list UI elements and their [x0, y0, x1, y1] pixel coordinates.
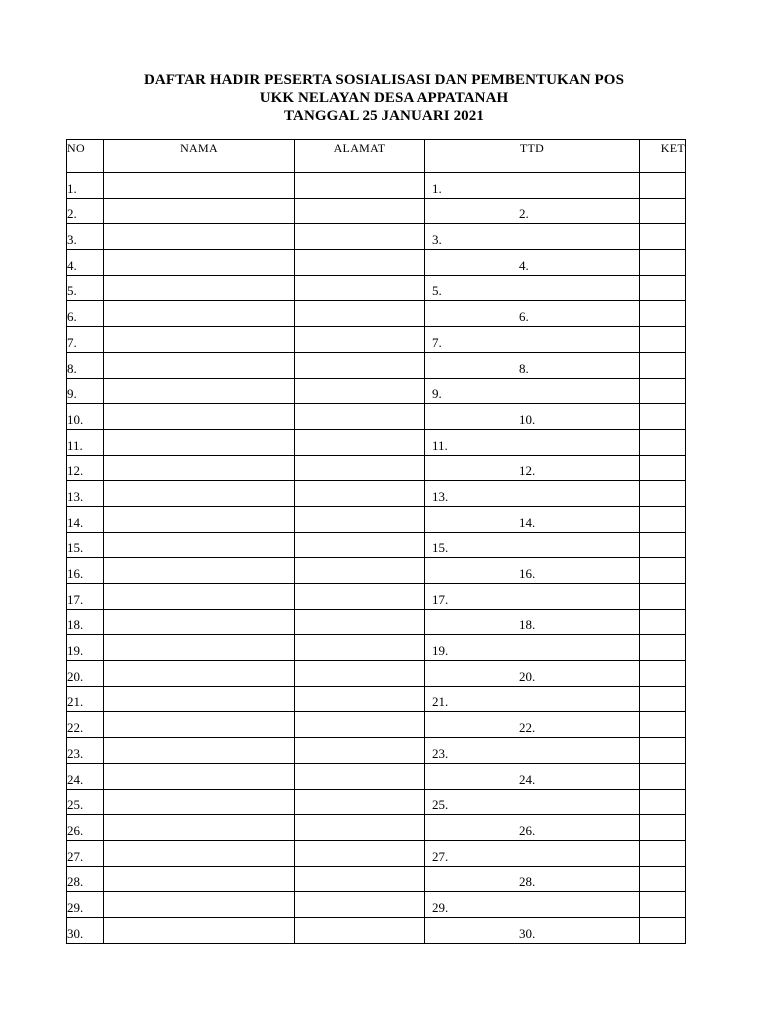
alamat-cell[interactable]	[295, 327, 425, 353]
row-number: 13.	[67, 481, 104, 507]
nama-cell[interactable]	[104, 789, 295, 815]
ttd-cell[interactable]	[425, 429, 640, 455]
table-row	[67, 558, 686, 584]
nama-cell[interactable]	[104, 429, 295, 455]
nama-cell[interactable]	[104, 866, 295, 892]
ket-cell[interactable]	[640, 532, 686, 558]
table-body	[67, 173, 686, 944]
ket-cell[interactable]	[640, 327, 686, 353]
ket-cell[interactable]	[640, 686, 686, 712]
nama-cell[interactable]	[104, 404, 295, 430]
signature-number: 14.	[519, 514, 536, 530]
alamat-cell[interactable]	[295, 815, 425, 841]
table-row	[67, 584, 686, 610]
header-ttd: TTD	[425, 140, 640, 173]
ket-cell[interactable]	[640, 378, 686, 404]
nama-cell[interactable]	[104, 815, 295, 841]
signature-number: 27.	[432, 848, 449, 864]
ket-cell[interactable]	[640, 789, 686, 815]
ket-cell[interactable]	[640, 404, 686, 430]
nama-cell[interactable]	[104, 506, 295, 532]
nama-cell[interactable]	[104, 198, 295, 224]
alamat-cell[interactable]	[295, 250, 425, 276]
table-row	[67, 609, 686, 635]
ttd-cell[interactable]	[425, 481, 640, 507]
ttd-cell[interactable]	[425, 763, 640, 789]
row-number: 16.	[67, 558, 104, 584]
signature-number: 11.	[432, 437, 448, 453]
ket-cell[interactable]	[640, 224, 686, 250]
alamat-cell[interactable]	[295, 224, 425, 250]
alamat-cell[interactable]	[295, 481, 425, 507]
nama-cell[interactable]	[104, 712, 295, 738]
table-row	[67, 301, 686, 327]
row-number: 3.	[67, 224, 104, 250]
signature-number: 19.	[432, 643, 449, 659]
ket-cell[interactable]	[640, 455, 686, 481]
alamat-cell[interactable]	[295, 378, 425, 404]
nama-cell[interactable]	[104, 686, 295, 712]
alamat-cell[interactable]	[295, 352, 425, 378]
ket-cell[interactable]	[640, 712, 686, 738]
nama-cell[interactable]	[104, 224, 295, 250]
row-number: 27.	[67, 840, 104, 866]
ttd-cell[interactable]	[425, 198, 640, 224]
ttd-cell[interactable]	[425, 661, 640, 687]
alamat-cell[interactable]	[295, 301, 425, 327]
row-number: 7.	[67, 327, 104, 353]
alamat-cell[interactable]	[295, 738, 425, 764]
table-row	[67, 840, 686, 866]
table-row	[67, 429, 686, 455]
row-number: 15.	[67, 532, 104, 558]
ttd-cell[interactable]	[425, 738, 640, 764]
table-row	[67, 198, 686, 224]
ket-cell[interactable]	[640, 635, 686, 661]
table-row	[67, 763, 686, 789]
alamat-cell[interactable]	[295, 506, 425, 532]
table-row	[67, 250, 686, 276]
ket-cell[interactable]	[640, 815, 686, 841]
table-row	[67, 275, 686, 301]
signature-number: 2.	[519, 206, 529, 222]
ttd-cell[interactable]	[425, 609, 640, 635]
ket-cell[interactable]	[640, 661, 686, 687]
table-row	[67, 481, 686, 507]
table-row	[67, 455, 686, 481]
row-number: 28.	[67, 866, 104, 892]
ttd-cell[interactable]	[425, 352, 640, 378]
ttd-cell[interactable]	[425, 250, 640, 276]
ket-cell[interactable]	[640, 198, 686, 224]
ket-cell[interactable]	[640, 558, 686, 584]
nama-cell[interactable]	[104, 301, 295, 327]
row-number: 8.	[67, 352, 104, 378]
row-number: 20.	[67, 661, 104, 687]
table-row	[67, 532, 686, 558]
nama-cell[interactable]	[104, 609, 295, 635]
alamat-cell[interactable]	[295, 558, 425, 584]
row-number: 17.	[67, 584, 104, 610]
alamat-cell[interactable]	[295, 686, 425, 712]
row-number: 2.	[67, 198, 104, 224]
ket-cell[interactable]	[640, 866, 686, 892]
ttd-cell[interactable]	[425, 532, 640, 558]
nama-cell[interactable]	[104, 738, 295, 764]
signature-number: 24.	[519, 771, 536, 787]
nama-cell[interactable]	[104, 584, 295, 610]
table-row	[67, 866, 686, 892]
row-number: 30.	[67, 917, 104, 943]
signature-number: 30.	[519, 925, 536, 941]
alamat-cell[interactable]	[295, 712, 425, 738]
signature-number: 1.	[432, 180, 442, 196]
ket-cell[interactable]	[640, 173, 686, 199]
signature-number: 26.	[519, 822, 536, 838]
signature-number: 10.	[519, 411, 536, 427]
table-row	[67, 789, 686, 815]
row-number: 9.	[67, 378, 104, 404]
header-no: NO	[67, 140, 104, 173]
row-number: 22.	[67, 712, 104, 738]
nama-cell[interactable]	[104, 917, 295, 943]
alamat-cell[interactable]	[295, 198, 425, 224]
row-number: 23.	[67, 738, 104, 764]
alamat-cell[interactable]	[295, 429, 425, 455]
table-row	[67, 352, 686, 378]
signature-number: 5.	[432, 283, 442, 299]
signature-number: 3.	[432, 232, 442, 248]
signature-number: 9.	[432, 386, 442, 402]
signature-number: 17.	[432, 591, 449, 607]
ket-cell[interactable]	[640, 275, 686, 301]
table-row	[67, 635, 686, 661]
ttd-cell[interactable]	[425, 789, 640, 815]
nama-cell[interactable]	[104, 352, 295, 378]
header-alamat: ALAMAT	[295, 140, 425, 173]
table-row	[67, 892, 686, 918]
ttd-cell[interactable]	[425, 635, 640, 661]
ttd-cell[interactable]	[425, 686, 640, 712]
title-line-1: DAFTAR HADIR PESERTA SOSIALISASI DAN PEMBENTUKAN POS	[143, 72, 625, 88]
ket-cell[interactable]	[640, 481, 686, 507]
ttd-cell[interactable]	[425, 840, 640, 866]
nama-cell[interactable]	[104, 763, 295, 789]
row-number: 5.	[67, 275, 104, 301]
signature-number: 21.	[432, 694, 449, 710]
table-row	[67, 378, 686, 404]
ttd-cell[interactable]	[425, 558, 640, 584]
signature-number: 15.	[432, 540, 449, 556]
ket-cell[interactable]	[640, 250, 686, 276]
ttd-cell[interactable]	[425, 866, 640, 892]
signature-number: 12.	[519, 463, 536, 479]
table-row	[67, 661, 686, 687]
nama-cell[interactable]	[104, 635, 295, 661]
alamat-cell[interactable]	[295, 275, 425, 301]
table-row	[67, 686, 686, 712]
nama-cell[interactable]	[104, 840, 295, 866]
alamat-cell[interactable]	[295, 455, 425, 481]
alamat-cell[interactable]	[295, 840, 425, 866]
signature-number: 29.	[432, 899, 449, 915]
header-ket: KET	[640, 140, 686, 173]
ttd-cell[interactable]	[425, 584, 640, 610]
ttd-cell[interactable]	[425, 712, 640, 738]
table-row	[67, 404, 686, 430]
nama-cell[interactable]	[104, 173, 295, 199]
ttd-cell[interactable]	[425, 892, 640, 918]
signature-number: 23.	[432, 745, 449, 761]
row-number: 12.	[67, 455, 104, 481]
alamat-cell[interactable]	[295, 173, 425, 199]
signature-number: 6.	[519, 309, 529, 325]
ttd-cell[interactable]	[425, 327, 640, 353]
ket-cell[interactable]	[640, 917, 686, 943]
row-number: 25.	[67, 789, 104, 815]
alamat-cell[interactable]	[295, 609, 425, 635]
alamat-cell[interactable]	[295, 866, 425, 892]
nama-cell[interactable]	[104, 455, 295, 481]
ket-cell[interactable]	[640, 609, 686, 635]
table-header-row	[67, 140, 686, 173]
ket-cell[interactable]	[640, 840, 686, 866]
ket-cell[interactable]	[640, 429, 686, 455]
nama-cell[interactable]	[104, 558, 295, 584]
ttd-cell[interactable]	[425, 815, 640, 841]
nama-cell[interactable]	[104, 378, 295, 404]
nama-cell[interactable]	[104, 661, 295, 687]
signature-number: 22.	[519, 720, 536, 736]
alamat-cell[interactable]	[295, 789, 425, 815]
alamat-cell[interactable]	[295, 892, 425, 918]
ket-cell[interactable]	[640, 352, 686, 378]
document-title	[0, 71, 768, 125]
ket-cell[interactable]	[640, 301, 686, 327]
ttd-cell[interactable]	[425, 275, 640, 301]
attendance-table	[66, 139, 686, 944]
alamat-cell[interactable]	[295, 763, 425, 789]
ttd-cell[interactable]	[425, 378, 640, 404]
ket-cell[interactable]	[640, 763, 686, 789]
row-number: 29.	[67, 892, 104, 918]
ket-cell[interactable]	[640, 584, 686, 610]
row-number: 4.	[67, 250, 104, 276]
nama-cell[interactable]	[104, 532, 295, 558]
alamat-cell[interactable]	[295, 917, 425, 943]
signature-number: 25.	[432, 797, 449, 813]
table-row	[67, 327, 686, 353]
table-row	[67, 815, 686, 841]
signature-number: 20.	[519, 668, 536, 684]
table-row	[67, 738, 686, 764]
ttd-cell[interactable]	[425, 301, 640, 327]
alamat-cell[interactable]	[295, 635, 425, 661]
alamat-cell[interactable]	[295, 404, 425, 430]
row-number: 24.	[67, 763, 104, 789]
signature-number: 4.	[519, 257, 529, 273]
ttd-cell[interactable]	[425, 173, 640, 199]
ket-cell[interactable]	[640, 738, 686, 764]
row-number: 18.	[67, 609, 104, 635]
ttd-cell[interactable]	[425, 917, 640, 943]
nama-cell[interactable]	[104, 250, 295, 276]
ttd-cell[interactable]	[425, 224, 640, 250]
signature-number: 16.	[519, 566, 536, 581]
ttd-cell[interactable]	[425, 506, 640, 532]
header-nama: NAMA	[104, 140, 295, 173]
nama-cell[interactable]	[104, 327, 295, 353]
table-row	[67, 173, 686, 199]
table-row	[67, 224, 686, 250]
ket-cell[interactable]	[640, 892, 686, 918]
row-number: 11.	[67, 429, 104, 455]
alamat-cell[interactable]	[295, 532, 425, 558]
table-row	[67, 506, 686, 532]
row-number: 21.	[67, 686, 104, 712]
table-row	[67, 712, 686, 738]
title-line-3: TANGGAL 25 JANUARI 2021	[284, 108, 484, 124]
row-number: 10.	[67, 404, 104, 430]
signature-number: 13.	[432, 488, 449, 504]
signature-number: 7.	[432, 334, 442, 350]
table-row	[67, 917, 686, 943]
ttd-cell[interactable]	[425, 404, 640, 430]
signature-number: 18.	[519, 617, 536, 633]
row-number: 6.	[67, 301, 104, 327]
signature-number: 8.	[519, 360, 529, 376]
alamat-cell[interactable]	[295, 661, 425, 687]
row-number: 26.	[67, 815, 104, 841]
nama-cell[interactable]	[104, 275, 295, 301]
nama-cell[interactable]	[104, 481, 295, 507]
ttd-cell[interactable]	[425, 455, 640, 481]
ket-cell[interactable]	[640, 506, 686, 532]
alamat-cell[interactable]	[295, 584, 425, 610]
signature-number: 28.	[519, 874, 536, 890]
title-line-2: UKK NELAYAN DESA APPATANAH	[259, 90, 509, 106]
row-number: 19.	[67, 635, 104, 661]
row-number: 14.	[67, 506, 104, 532]
nama-cell[interactable]	[104, 892, 295, 918]
row-number: 1.	[67, 173, 104, 199]
